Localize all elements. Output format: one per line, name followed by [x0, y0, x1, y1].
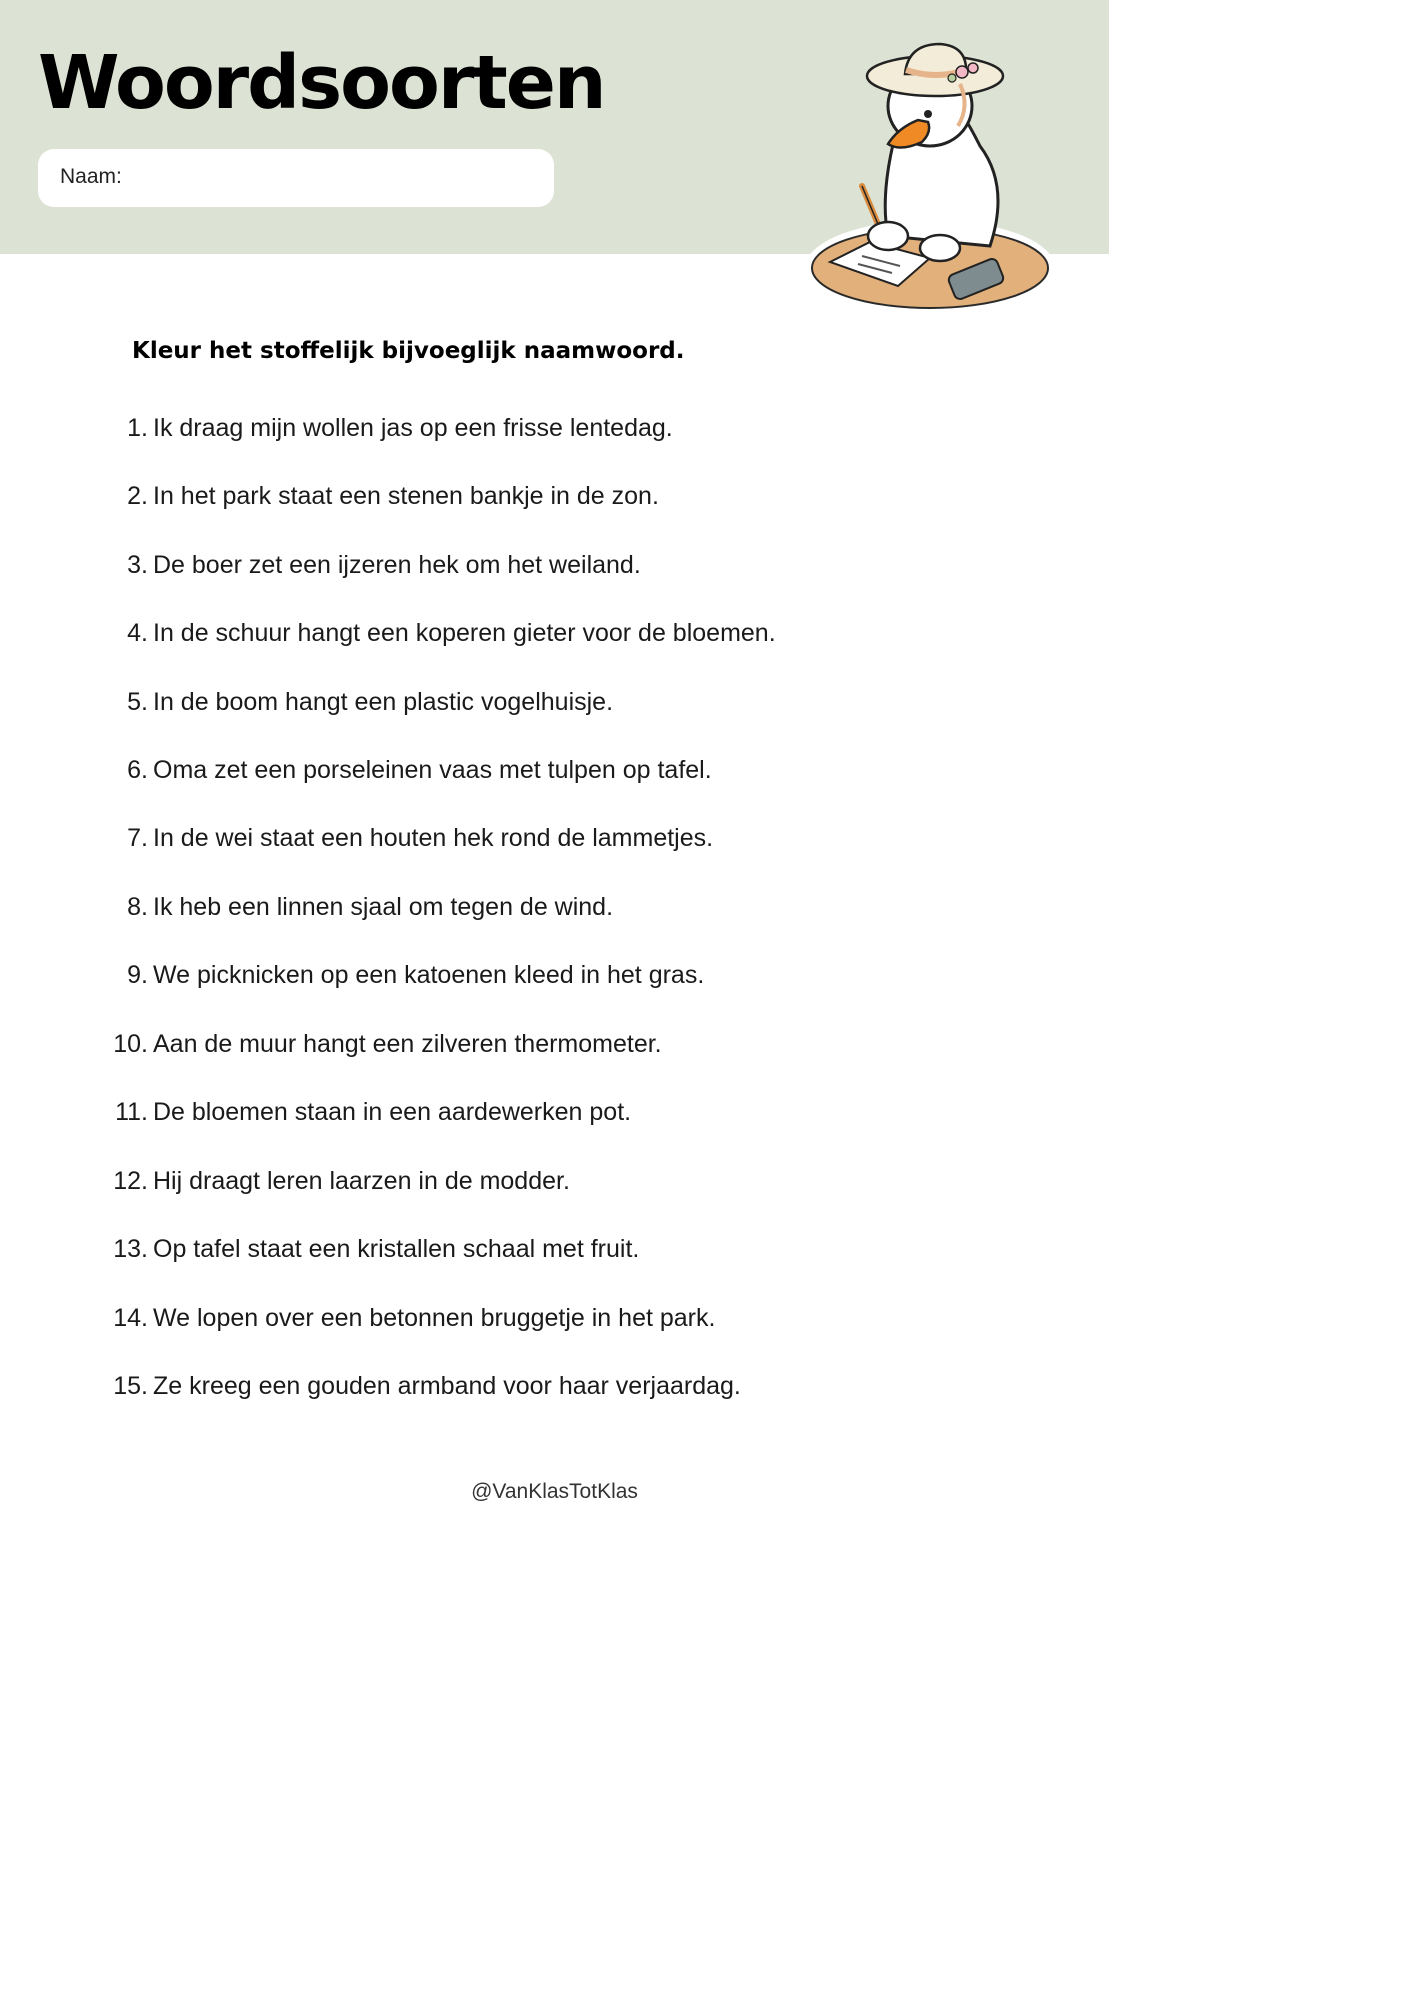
name-label: Naam:: [60, 165, 122, 188]
sentence-text: In de wei staat een houten hek rond de lammetjes.: [153, 824, 714, 852]
name-field[interactable]: [38, 149, 554, 207]
sentence-text: Oma zet een porseleinen vaas met tulpen op tafel.: [153, 756, 712, 784]
sentence-item: [0, 1364, 1000, 1408]
sentence-item: [0, 1159, 1000, 1203]
sentence-item: [0, 885, 1000, 929]
sentence-number: 10.: [113, 1030, 148, 1058]
sentence-item: [0, 748, 1000, 792]
sentence-item: [0, 816, 1000, 860]
sentence-text: De boer zet een ijzeren hek om het weiland.: [153, 551, 641, 579]
sentence-text: In de boom hangt een plastic vogelhuisje.: [153, 688, 614, 716]
sentence-number: 15.: [113, 1372, 148, 1400]
sentence-number: 6.: [127, 756, 148, 784]
sentence-text: Ik draag mijn wollen jas op een frisse lentedag.: [153, 414, 673, 442]
sentence-number: 13.: [113, 1235, 148, 1263]
footer-credit: @VanKlasTotKlas: [471, 1480, 638, 1503]
instruction: Kleur het stoffelijk bijvoeglijk naamwoord.: [132, 338, 685, 364]
sentence-number: 9.: [127, 961, 148, 989]
sentence-text: Ik heb een linnen sjaal om tegen de wind.: [153, 893, 614, 921]
sentence-item: [0, 1022, 1000, 1066]
sentence-number: 14.: [113, 1304, 148, 1332]
sentence-item: [0, 1296, 1000, 1340]
goose-writing-icon: [800, 36, 1060, 316]
sentence-number: 11.: [115, 1098, 148, 1126]
sentence-text: Ze kreeg een gouden armband voor haar verjaardag.: [153, 1372, 741, 1400]
sentence-number: 2.: [127, 482, 148, 510]
sentence-text: In het park staat een stenen bankje in de zon.: [153, 482, 659, 510]
sentence-text: Aan de muur hangt een zilveren thermometer.: [153, 1030, 662, 1058]
sentence-text: Hij draagt leren laarzen in de modder.: [153, 1167, 570, 1195]
sentence-item: [0, 953, 1000, 997]
sentence-item: [0, 543, 1000, 587]
sentence-item: [0, 474, 1000, 518]
sentence-number: 1.: [127, 414, 148, 442]
sentence-item: [0, 406, 1000, 450]
sentence-item: [0, 680, 1000, 724]
sentence-number: 7.: [127, 824, 148, 852]
sentence-number: 4.: [127, 619, 148, 647]
page-title: Woordsoorten: [38, 40, 605, 126]
sentence-item: [0, 1227, 1000, 1271]
sentence-number: 12.: [113, 1167, 148, 1195]
sentence-number: 3.: [127, 551, 148, 579]
sentence-number: 5.: [127, 688, 148, 716]
sentence-item: [0, 611, 1000, 655]
sentence-text: We lopen over een betonnen bruggetje in het park.: [153, 1304, 716, 1332]
sentence-item: [0, 1090, 1000, 1134]
sentence-text: We picknicken op een katoenen kleed in het gras.: [153, 961, 705, 989]
sentence-text: In de schuur hangt een koperen gieter voor de bloemen.: [153, 619, 776, 647]
sentence-number: 8.: [127, 893, 148, 921]
sentence-text: Op tafel staat een kristallen schaal met fruit.: [153, 1235, 640, 1263]
sentence-text: De bloemen staan in een aardewerken pot.: [153, 1098, 632, 1126]
